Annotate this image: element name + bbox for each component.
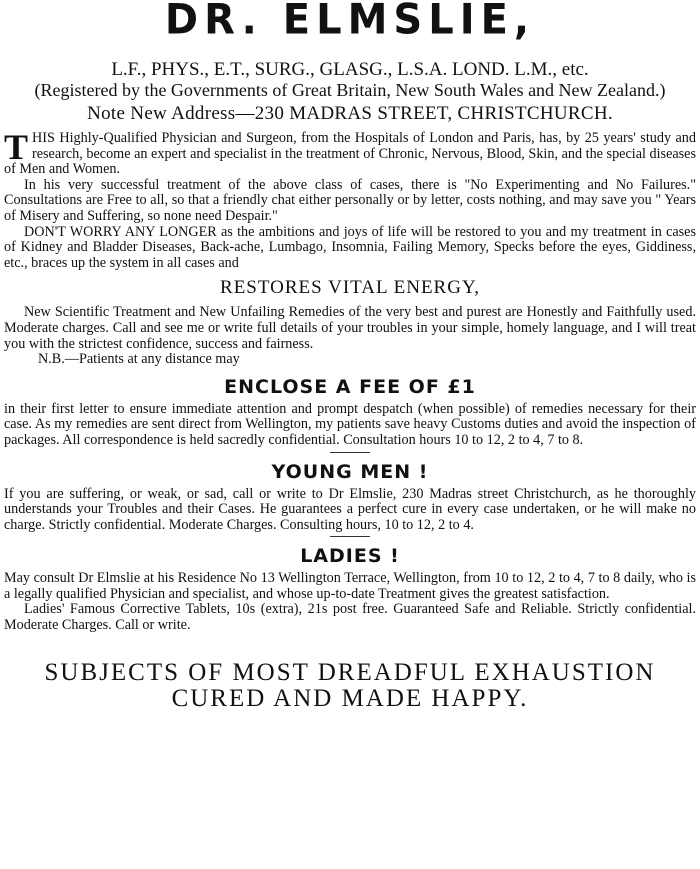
- vital-energy-heading: RESTORES VITAL ENERGY,: [220, 277, 480, 299]
- intro-paragraph: [4, 127, 696, 178]
- young-men-paragraph: If you are suffering, or weak, or sad, call or write to Dr Elmslie, 230 Madras street Christchurch, as he thoroughly understands your Troubles and their Cases. He guarantees a perfect cure in every case undertaken, or he will make no charge. Strictly confidential. Moderate Charges. Consulting hours, 10 to 12, 2 to 4.: [4, 485, 696, 533]
- page-title: DR. ELMSLIE,: [164, 0, 536, 45]
- ladies-heading: LADIES !: [300, 545, 400, 568]
- fee-paragraph: in their first letter to ensure immediate attention and prompt despatch (when possible) of remedies necessary for their case. As my remedies are sent direct from Wellington, my patients save heavy Customs duties and avoid the inspection of packages. All correspondence is held sacredly confidential. Consultation hours 10 to 12, 2 to 4, 7 to 8.: [4, 400, 696, 448]
- divider-rule: [330, 536, 370, 537]
- footer-banner: [4, 660, 696, 712]
- dont-worry-paragraph: DON'T WORRY ANY LONGER as the ambitions and joys of life will be restored to you and my treatment in cases of Kidney and Bladder Diseases, Back-ache, Lumbago, Insomnia, Failing Memory, Specks before the eyes, Giddiness, etc., braces up the system in all cases and: [4, 223, 696, 271]
- intro-paragraph-text: HIS Highly-Qualified Physician and Surgeon, from the Hospitals of London and Paris, has, by 25 years' study and research, become an expert and specialist in the treatment of Chronic, Nervous, Blood, Skin, and the special diseases of Men and Women.: [4, 130, 696, 178]
- young-men-heading: YOUNG MEN !: [271, 460, 429, 483]
- registration-note: (Registered by the Governments of Great Britain, New South Wales and New Zealand.): [34, 80, 666, 100]
- credentials-line: L.F., PHYS., E.T., SURG., GLASG., L.S.A. LOND. L.M., etc.: [111, 59, 589, 80]
- ladies-paragraph: May consult Dr Elmslie at his Residence No 13 Wellington Terrace, Wellington, from 10 to 12, 2 to 4, 7 to 8 daily, who is a legally qualified Physician and specialist, and whose up-to-date Treatment gives the greatest satisfaction.: [4, 570, 696, 602]
- footer-line-1: SUBJECTS OF MOST DREADFUL EXHAUSTION: [44, 658, 656, 686]
- divider-rule: [330, 452, 370, 453]
- fee-heading: ENCLOSE A FEE OF £1: [224, 375, 476, 398]
- nb-note: N.B.—Patients at any distance may: [38, 351, 240, 368]
- drop-cap: T: [4, 127, 29, 167]
- address-line: Note New Address—230 MADRAS STREET, CHRISTCHURCH.: [87, 103, 613, 124]
- tablets-paragraph: Ladies' Famous Corrective Tablets, 10s (extra), 21s post free. Guaranteed Safe and Reliable. Strictly confidential. Moderate Charges. Call or write.: [4, 601, 696, 634]
- footer-line-2: CURED AND MADE HAPPY.: [171, 684, 529, 712]
- scientific-treatment-paragraph: New Scientific Treatment and New Unfailing Remedies of the very best and purest are Honestly and Faithfully used. Moderate charges. Call and see me or write full details of your troubles in your simple, homely language, and I will treat you with the strictest confidence, success and fairness.: [4, 304, 696, 352]
- treatment-paragraph: In his very successful treatment of the above class of cases, there is "No Experimenting and No Failures." Consultations are Free to all, so that a friendly chat either personally or by letter, costs nothing, and may save you " Years of Misery and Suffering, so none need Despair.": [4, 176, 696, 224]
